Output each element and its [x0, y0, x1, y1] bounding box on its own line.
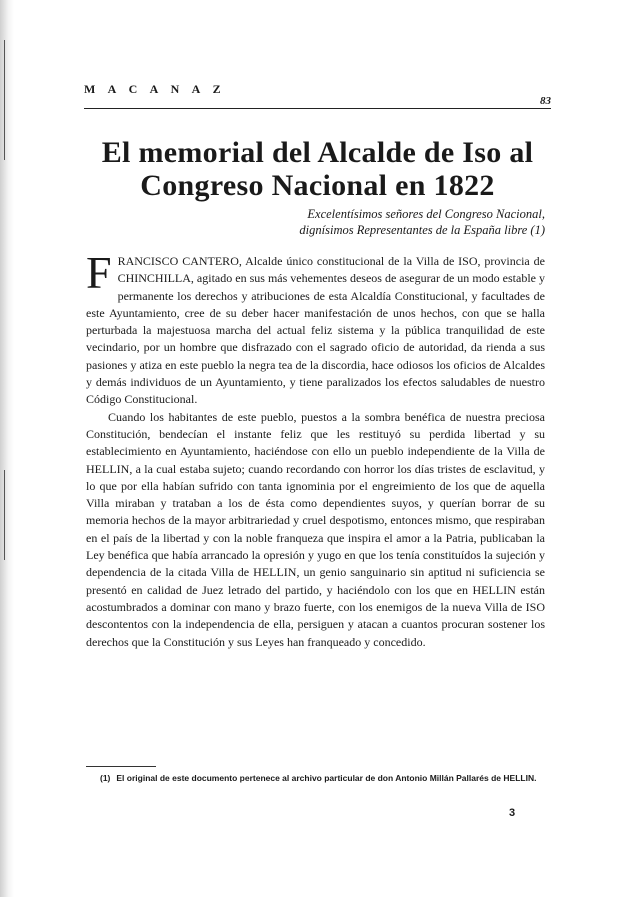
article-body	[86, 247, 545, 651]
footnote-text: El original de este documento pertenece al archivo particular de don Antonio Millán Pallarés de HELLIN.	[116, 773, 537, 783]
paragraph: Cuando los habitantes de este pueblo, puestos a la sombra benéfica de nuestra preciosa Constitución, bendecían el instante feliz que les restituyó su perdida libertad y su establecimiento en Ayuntamiento, haciéndose con ello un pueblo independiente de la Villa de HELLIN, a la cual estaba sujeto; cuando recordando con horror los días tristes de esclavitud, y lo que por ella habían sufrido con tanta ignominia por el engreimiento de los que de aquella Villa miraban y trataban a los de ésta como dependientes suyos, y querían borrar de su memoria hechos de la mayor arbitrariedad y cruel despotismo, entonces mismo, que respiraban en el país de la libertad y con la noble franqueza que inspira el amor a la Patria, publicaban la Ley benéfica que había arrancado la opresión y yugo en que los tenía constituídos la sujeción y dependencia de la citada Villa de HELLIN, un genio sanguinario sin aptitud ni suficiencia se presentó en calidad de Juez letrado del partido, y haciéndolo con los que en HELLIN están acostumbrados a dominar con mano y brazo fuerte, con los enemigos de la nueva Villa de ISO descontentos con la independencia de ella, persiguen y atacan a cuantos procuran sostener los derechos que la Constitución y sus Leyes han franqueado y concedido.	[86, 409, 545, 649]
header-rule	[84, 108, 551, 109]
article-title: El memorial del Alcalde de Iso al Congreso Nacional en 1822	[101, 136, 534, 202]
scan-edge-mark	[4, 40, 5, 160]
footnote	[86, 772, 545, 784]
dedication-line: Excelentísimos señores del Congreso Nacional,	[307, 207, 545, 221]
page-binding-edge	[0, 0, 14, 897]
paragraph	[86, 247, 545, 409]
footnote-rule	[86, 766, 156, 767]
dedication-line: dignísimos Representantes de la España libre (1)	[299, 223, 545, 237]
drop-cap: F	[86, 247, 112, 298]
dedication	[200, 206, 545, 238]
journal-page-number: 83	[540, 95, 551, 107]
scan-edge-mark	[4, 470, 5, 560]
page-number: 3	[509, 807, 516, 819]
footnote-mark: (1)	[100, 773, 111, 783]
paragraph-text: RANCISCO CANTERO, Alcalde único constitucional de la Villa de ISO, provincia de CHINCHILLA, agitado en sus más vehementes deseos de asegurar de un modo estable y permanente los derechos y atribuciones de esta Alcaldía Constitucional, y facultades de este Ayuntamiento, cree de su deber hacer manifestación de unos hechos, con que se halla perturbada la majestuosa marcha del actual feliz sistema y la pública tranquilidad de este vecindario, por un hombre que disfrazado con el sagrado oficio de autoridad, da rienda a sus pasiones y atiza en este pueblo la negra tea de la discordia, hace odiosos los oficios de Alcaldes y demás individuos de un Ayuntamiento, y tiene paralizados los efectos saludables de nuestro Código Constitucional.	[86, 254, 545, 407]
running-head: M A C A N A Z	[84, 82, 226, 96]
